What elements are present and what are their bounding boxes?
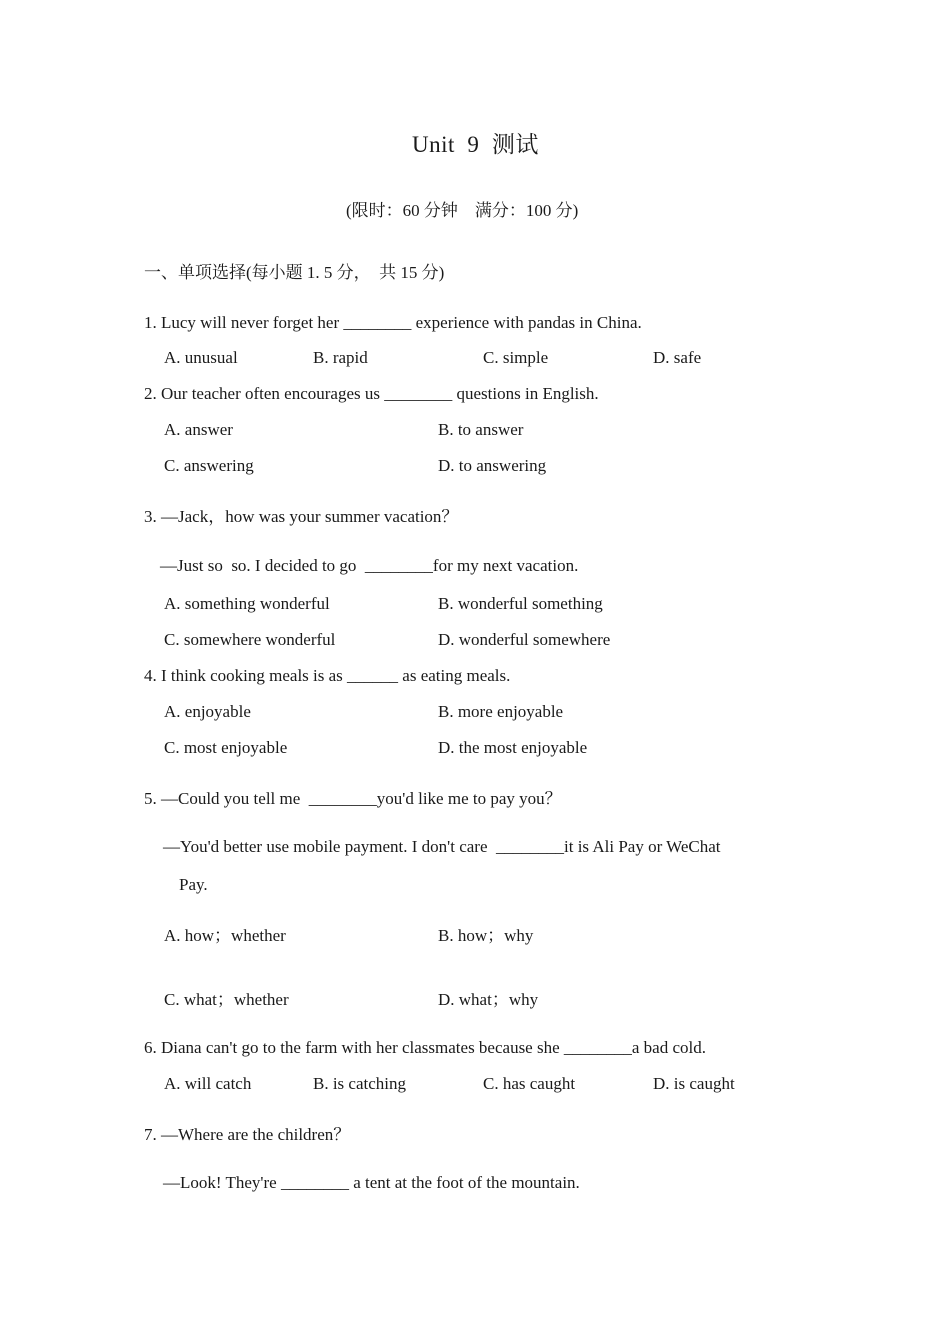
question-4-option-b: B. more enjoyable (438, 702, 564, 721)
question-3-option-c: C. somewhere wonderful (164, 630, 336, 649)
section-heading: 一、单项选择(每小题 1. 5 分， 共 15 分) (144, 263, 445, 282)
question-3-stem: 3. —Jack，how was your summer vacation？ (144, 507, 459, 526)
question-1-option-a: A. unusual (164, 348, 238, 367)
question-3-option-a: A. something wonderful (164, 594, 330, 613)
question-5-reply-continued: Pay. (179, 875, 208, 894)
question-5-reply: —You'd better use mobile payment. I don't care ________it is Ali Pay or WeChat (163, 837, 721, 856)
question-3-option-d: D. wonderful somewhere (438, 630, 611, 649)
question-7-reply: —Look! They're ________ a tent at the foot of the mountain. (163, 1173, 580, 1192)
question-2-option-a: A. answer (164, 420, 233, 439)
question-5-stem: 5. —Could you tell me ________you'd like me to pay you？ (144, 789, 562, 808)
question-3-reply: —Just so so. I decided to go ________for my next vacation. (160, 556, 579, 575)
question-5-option-d: D. what；why (438, 990, 539, 1009)
question-5-option-a: A. how；whether (164, 926, 286, 945)
question-2-option-b: B. to answer (438, 420, 524, 439)
question-4-option-c: C. most enjoyable (164, 738, 288, 757)
question-3-option-b: B. wonderful something (438, 594, 603, 613)
question-6-option-d: D. is caught (653, 1074, 735, 1093)
question-6-stem: 6. Diana can't go to the farm with her classmates because she ________a bad cold. (144, 1038, 706, 1057)
page-subtitle: (限时：60 分钟 满分：100 分) (346, 201, 579, 220)
question-2-option-d: D. to answering (438, 456, 547, 475)
question-2-stem: 2. Our teacher often encourages us ________ questions in English. (144, 384, 599, 403)
question-4-stem: 4. I think cooking meals is as ______ as eating meals. (144, 666, 511, 685)
question-6-option-b: B. is catching (313, 1074, 407, 1093)
question-6-option-a: A. will catch (164, 1074, 252, 1093)
question-7-stem: 7. —Where are the children？ (144, 1125, 351, 1144)
page-title: Unit 9 测试 (412, 132, 539, 157)
question-5-option-b: B. how；why (438, 926, 534, 945)
question-2-option-c: C. answering (164, 456, 254, 475)
question-1-option-c: C. simple (483, 348, 549, 367)
question-4-option-a: A. enjoyable (164, 702, 251, 721)
question-4-option-d: D. the most enjoyable (438, 738, 588, 757)
question-6-option-c: C. has caught (483, 1074, 576, 1093)
question-1-option-b: B. rapid (313, 348, 368, 367)
question-1-stem: 1. Lucy will never forget her ________ experience with pandas in China. (144, 313, 642, 332)
question-5-option-c: C. what；whether (164, 990, 289, 1009)
question-1-option-d: D. safe (653, 348, 702, 367)
